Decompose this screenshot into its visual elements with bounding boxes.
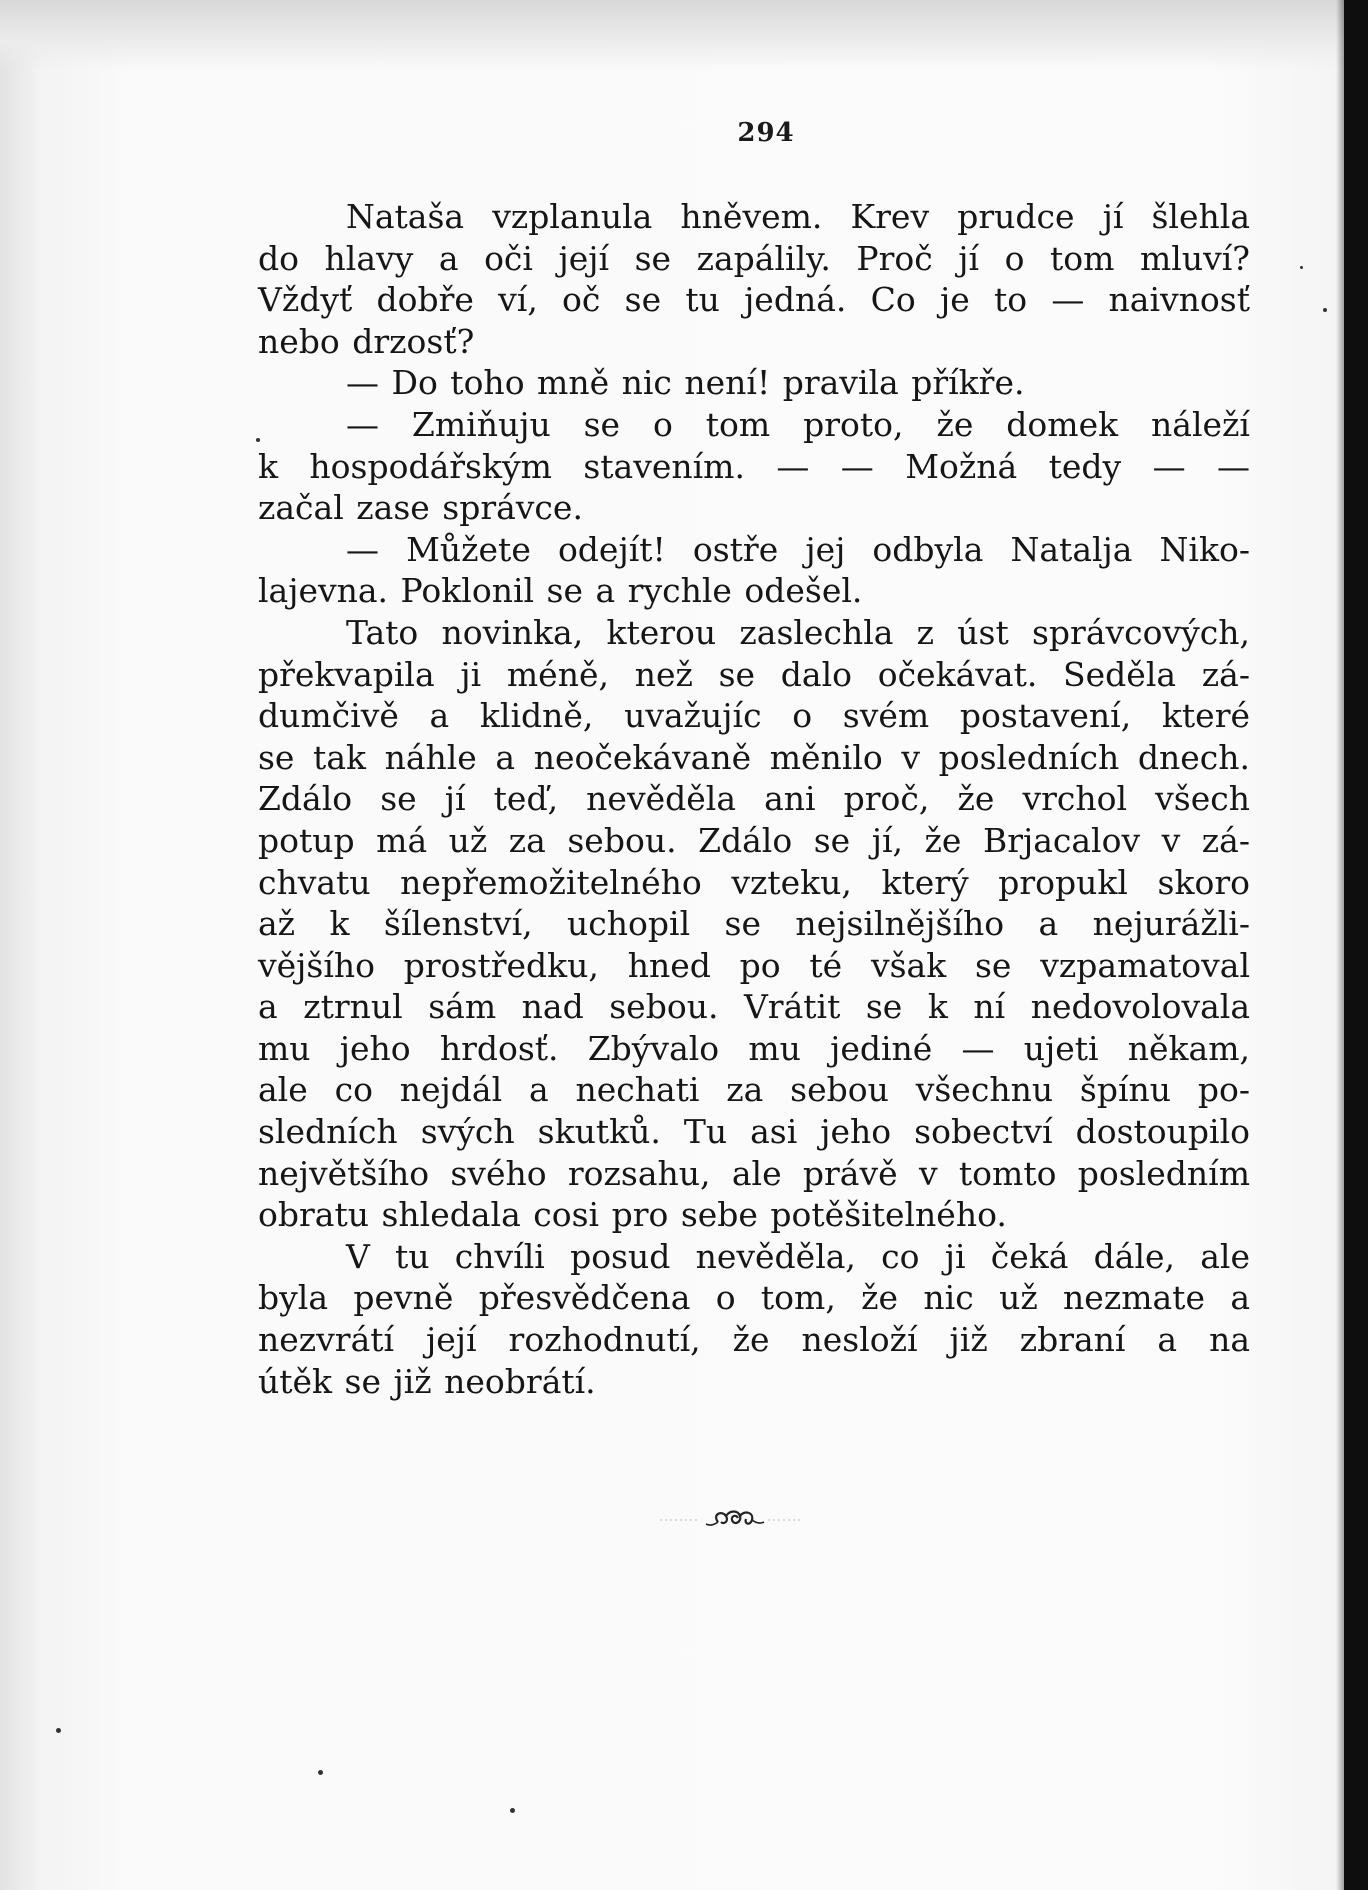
- text-line: sledních svých skutků. Tu asi jeho sobectví dostoupilo: [258, 1112, 1250, 1152]
- text-line: nebo drzosť?: [258, 321, 475, 361]
- text-line: lajevna. Poklonil se a rychle odešel.: [258, 571, 863, 611]
- text-line: Nataša vzplanula hněvem. Krev prudce jí šlehla: [346, 197, 1250, 236]
- text-line: nezvrátí její rozhodnutí, že nesloží již zbraní a na: [258, 1320, 1250, 1360]
- text-line: Vždyť dobře ví, oč se tu jedná. Co je to — naivnosť: [258, 280, 1250, 320]
- text-line: útěk se již neobrátí.: [258, 1361, 596, 1401]
- text-line: začal zase správce.: [258, 488, 583, 528]
- text-line: ale co nejdál a nechati za sebou všechnu špínu po-: [258, 1070, 1250, 1110]
- text-line: V tu chvíli posud nevěděla, co ji čeká dále, ale: [346, 1236, 1250, 1276]
- scan-edge: [1344, 0, 1368, 1890]
- text-line: — Můžete odejít! ostře jej odbyla Natalja Niko-: [346, 529, 1250, 569]
- text-line: byla pevně přesvědčena o tom, že nic už nezmate a: [258, 1278, 1250, 1318]
- text-line: překvapila ji méně, než se dalo očekávat. Seděla zá-: [258, 654, 1250, 694]
- text-line: se tak náhle a neočekávaně měnilo v posledních dnech.: [258, 737, 1250, 777]
- ornamental-flourish-icon: [650, 1500, 810, 1540]
- text-line: největšího svého rozsahu, ale právě v tomto posledním: [258, 1153, 1250, 1193]
- page-number: 294: [737, 118, 795, 148]
- text-line: — Zmiňuju se o tom proto, že domek náleží: [346, 404, 1250, 444]
- text-line: dumčivě a klidně, uvažujíc o svém postavení, které: [258, 696, 1250, 736]
- paper-speck: [256, 438, 260, 442]
- text-line: Tato novinka, kterou zaslechla z úst správcových,: [346, 612, 1250, 652]
- text-line: obratu shledala cosi pro sebe potěšitelného.: [258, 1195, 1007, 1235]
- text-line: až k šílenství, uchopil se nejsilnějšího a nejurážli-: [258, 904, 1250, 944]
- text-line: do hlavy a oči její se zapálily. Proč jí o tom mluví?: [258, 238, 1250, 278]
- body-text: [258, 196, 1250, 1402]
- text-line: — Do toho mně nic není! pravila příkře.: [346, 363, 1025, 403]
- paper-speck: [1323, 308, 1327, 312]
- paper-speck: [1300, 266, 1303, 269]
- paper-speck: [318, 1770, 323, 1775]
- text-line: k hospodářským stavením. — — Možná tedy — —: [258, 446, 1250, 486]
- text-line: Zdálo se jí teď, nevěděla ani proč, že vrchol všech: [258, 779, 1250, 819]
- text-line: vějšího prostředku, hned po té však se vzpamatoval: [258, 945, 1250, 985]
- text-line: chvatu nepřemožitelného vzteku, který propukl skoro: [258, 862, 1250, 902]
- text-line: a ztrnul sám nad sebou. Vrátit se k ní nedovolovala: [258, 987, 1250, 1027]
- text-line: potup má už za sebou. Zdálo se jí, že Brjacalov v zá-: [258, 820, 1250, 860]
- text-line: mu jeho hrdosť. Zbývalo mu jediné — ujeti někam,: [258, 1028, 1250, 1068]
- paper-speck: [56, 1728, 61, 1733]
- paper-speck: [510, 1808, 515, 1813]
